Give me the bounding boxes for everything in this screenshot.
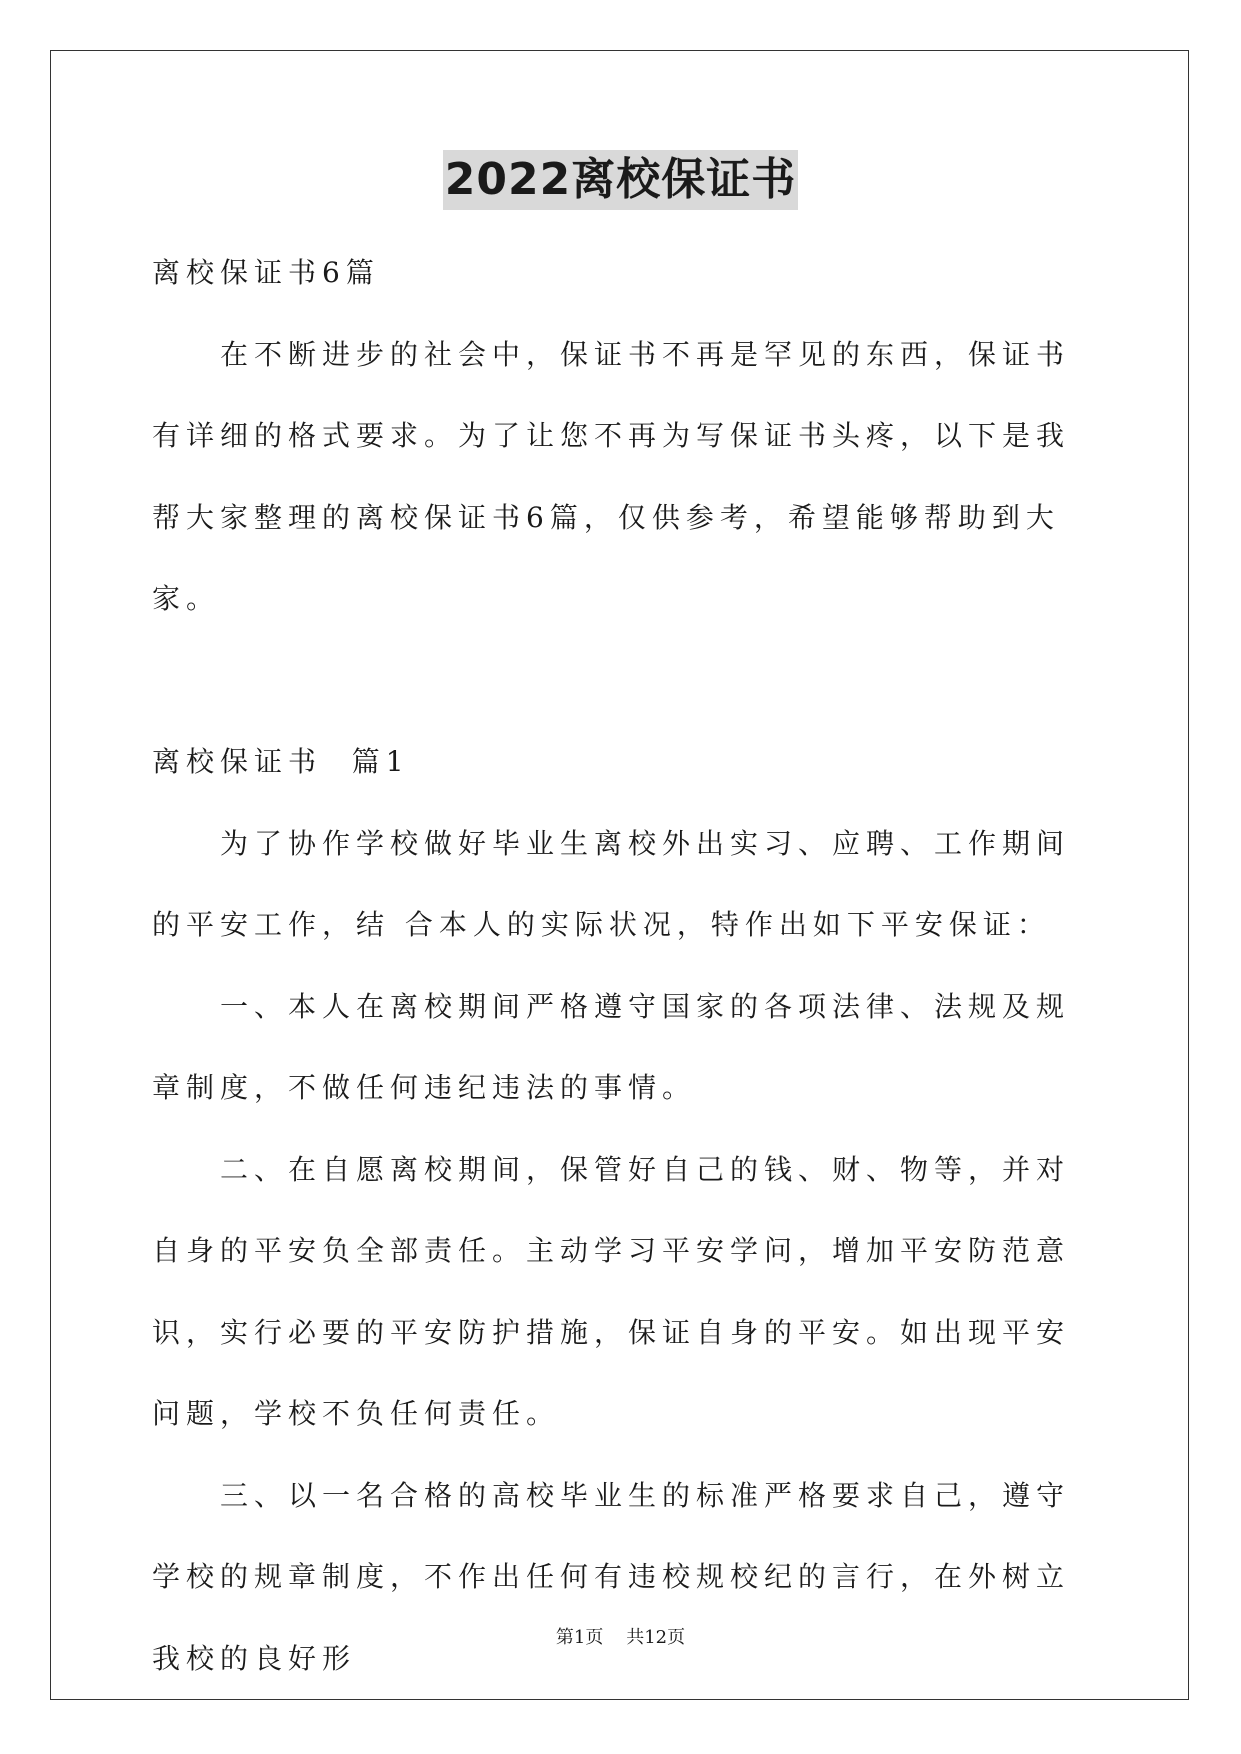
document-subtitle: 离校保证书6篇: [152, 256, 380, 289]
page-number: 第1页: [555, 1627, 604, 1648]
document-body: [152, 232, 1092, 1699]
page-total: 共12页: [626, 1627, 686, 1648]
body-paragraph-4: 三、以一名合格的高校毕业生的标准严格要求自己，遵守学校的规章制度，不作出任何有违校规校纪的言行，在外树立我校的良好形: [152, 1478, 1071, 1675]
section-spacer: [152, 640, 1092, 722]
section-heading: 离校保证书 篇1: [152, 745, 410, 778]
page-footer: [0, 1623, 1241, 1649]
body-paragraph-3: 二、在自愿离校期间，保管好自己的钱、财、物等，并对自身的平安负全部责任。主动学习平安学问，增加平安防范意识，实行必要的平安防护措施，保证自身的平安。如出现平安问题，学校不负任何责任。: [152, 1152, 1071, 1430]
body-paragraph-2: 一、本人在离校期间严格遵守国家的各项法律、法规及规章制度，不做任何违纪违法的事情。: [152, 989, 1071, 1104]
intro-paragraph: 在不断进步的社会中，保证书不再是罕见的东西，保证书有详细的格式要求。为了让您不再为写保证书头疼，以下是我帮大家整理的离校保证书6篇，仅供参考，希望能够帮助到大家。: [152, 337, 1071, 615]
document-title-text: 2022离校保证书: [443, 150, 798, 210]
body-paragraph-1: 为了协作学校做好毕业生离校外出实习、应聘、工作期间的平安工作，结 合本人的实际状况，特作出如下平安保证：: [152, 826, 1071, 941]
document-title: [0, 150, 1241, 210]
